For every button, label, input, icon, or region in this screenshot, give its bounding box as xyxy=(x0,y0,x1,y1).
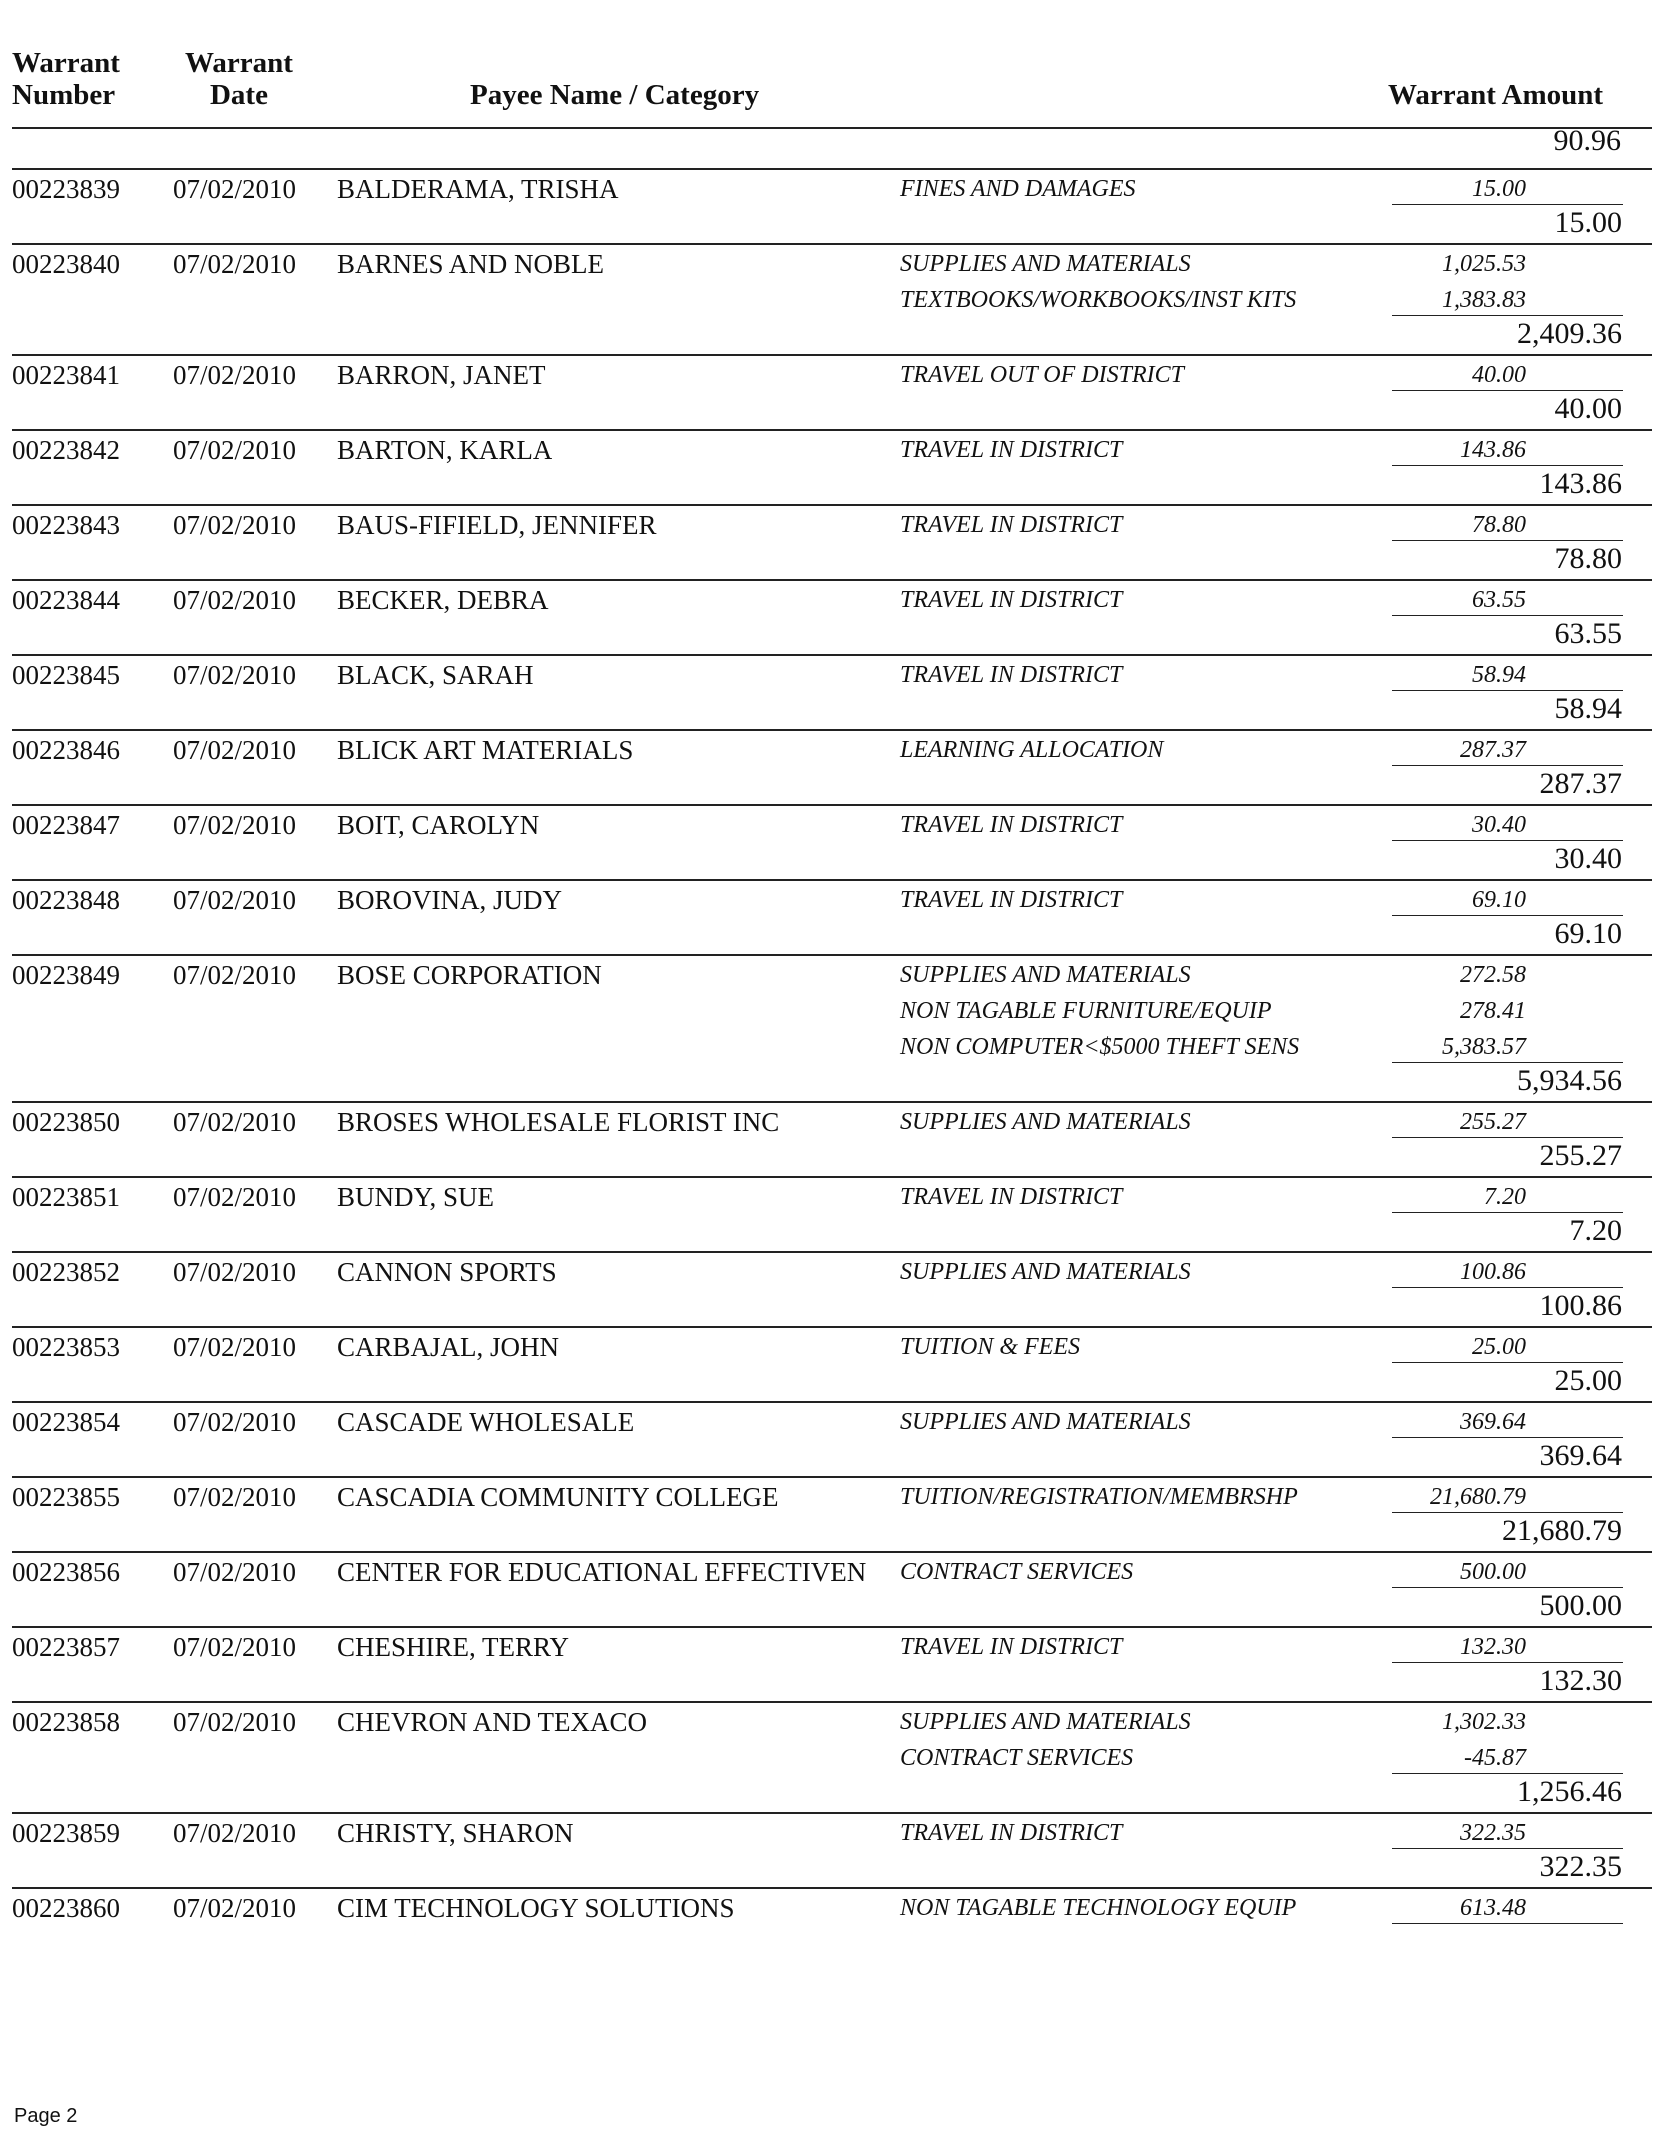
warrant-total: 78.80 xyxy=(1554,542,1622,575)
header-warrant-amount: Warrant Amount xyxy=(1388,79,1604,111)
category-label: FINES AND DAMAGES xyxy=(900,176,1136,202)
warrant-number: 00223849 xyxy=(12,960,120,990)
record-separator xyxy=(12,1401,1652,1403)
warrant-date: 07/02/2010 xyxy=(173,885,297,915)
category-amount: 500.00 xyxy=(1460,1559,1526,1585)
record-separator xyxy=(12,504,1652,506)
category-label: NON TAGABLE TECHNOLOGY EQUIP xyxy=(900,1895,1297,1921)
warrant-total: 40.00 xyxy=(1554,392,1622,425)
warrant-date: 07/02/2010 xyxy=(173,1707,297,1737)
category-label: NON COMPUTER<$5000 THEFT SENS xyxy=(900,1034,1300,1060)
warrant-date: 07/02/2010 xyxy=(173,435,297,465)
warrant-date: 07/02/2010 xyxy=(173,1332,297,1362)
category-label: SUPPLIES AND MATERIALS xyxy=(900,1259,1191,1285)
warrant-date: 07/02/2010 xyxy=(173,510,297,540)
category-label: TRAVEL IN DISTRICT xyxy=(900,887,1123,913)
record-separator xyxy=(12,804,1652,806)
header-payee-category: Payee Name / Category xyxy=(470,79,760,111)
warrant-total: 69.10 xyxy=(1554,917,1622,950)
warrant-total: 30.40 xyxy=(1554,842,1622,875)
category-amount: 100.86 xyxy=(1460,1259,1526,1285)
warrant-number: 00223844 xyxy=(12,585,120,615)
category-amount: 21,680.79 xyxy=(1430,1484,1526,1510)
category-label: LEARNING ALLOCATION xyxy=(900,737,1164,763)
warrant-number: 00223854 xyxy=(12,1407,120,1437)
payee-name: BARRON, JANET xyxy=(337,360,546,390)
warrant-total: 500.00 xyxy=(1539,1589,1622,1622)
warrant-date: 07/02/2010 xyxy=(173,1482,297,1512)
warrant-total: 322.35 xyxy=(1539,1850,1622,1883)
category-amount: 322.35 xyxy=(1460,1820,1526,1846)
warrant-date: 07/02/2010 xyxy=(173,1893,297,1923)
category-amount: 613.48 xyxy=(1460,1895,1526,1921)
category-amount: 1,302.33 xyxy=(1442,1709,1526,1735)
warrant-number: 00223850 xyxy=(12,1107,120,1137)
warrant-date: 07/02/2010 xyxy=(173,1257,297,1287)
payee-name: CARBAJAL, JOHN xyxy=(337,1332,560,1362)
header-warrant-number-line2: Number xyxy=(12,79,116,111)
warrant-number: 00223843 xyxy=(12,510,120,540)
carry-over-total: 90.96 xyxy=(1553,124,1621,157)
payee-name: BAUS-FIFIELD, JENNIFER xyxy=(337,510,657,540)
payee-name: BLICK ART MATERIALS xyxy=(337,735,634,765)
warrant-date: 07/02/2010 xyxy=(173,810,297,840)
payee-name: BALDERAMA, TRISHA xyxy=(337,174,619,204)
category-amount: 5,383.57 xyxy=(1442,1034,1526,1060)
warrant-number: 00223841 xyxy=(12,360,120,390)
record-separator xyxy=(12,1551,1652,1553)
warrant-number: 00223846 xyxy=(12,735,120,765)
warrant-number: 00223852 xyxy=(12,1257,120,1287)
payee-name: CHEVRON AND TEXACO xyxy=(337,1707,648,1737)
category-amount: 63.55 xyxy=(1472,587,1526,613)
warrant-total: 7.20 xyxy=(1569,1214,1622,1247)
header-warrant-number-line1: Warrant xyxy=(12,47,120,79)
warrant-total: 255.27 xyxy=(1539,1139,1622,1172)
payee-name: BOIT, CAROLYN xyxy=(337,810,540,840)
warrant-date: 07/02/2010 xyxy=(173,360,297,390)
record-separator xyxy=(12,1887,1652,1889)
record-separator xyxy=(12,579,1652,581)
warrant-total: 100.86 xyxy=(1539,1289,1622,1322)
record-separator xyxy=(12,1326,1652,1328)
record-separator xyxy=(12,729,1652,731)
category-amount: 78.80 xyxy=(1472,512,1526,538)
category-amount: 369.64 xyxy=(1460,1409,1526,1435)
category-label: TRAVEL IN DISTRICT xyxy=(900,587,1123,613)
category-label: SUPPLIES AND MATERIALS xyxy=(900,1109,1191,1135)
warrant-total: 143.86 xyxy=(1539,467,1622,500)
warrant-total: 15.00 xyxy=(1554,206,1622,239)
category-amount: 1,383.83 xyxy=(1442,287,1526,313)
warrant-date: 07/02/2010 xyxy=(173,960,297,990)
record-separator xyxy=(12,429,1652,431)
warrant-number: 00223859 xyxy=(12,1818,120,1848)
category-amount: 278.41 xyxy=(1460,998,1526,1024)
payee-name: BARTON, KARLA xyxy=(337,435,553,465)
category-label: CONTRACT SERVICES xyxy=(900,1559,1134,1585)
category-label: TRAVEL IN DISTRICT xyxy=(900,1184,1123,1210)
category-label: TRAVEL IN DISTRICT xyxy=(900,437,1123,463)
payee-name: BLACK, SARAH xyxy=(337,660,534,690)
category-label: TUITION/REGISTRATION/MEMBRSHP xyxy=(900,1484,1298,1510)
page-number: Page 2 xyxy=(14,2105,78,2127)
category-label: SUPPLIES AND MATERIALS xyxy=(900,962,1191,988)
warrant-number: 00223855 xyxy=(12,1482,120,1512)
payee-name: BUNDY, SUE xyxy=(337,1182,495,1212)
warrant-number: 00223842 xyxy=(12,435,120,465)
payee-name: BOSE CORPORATION xyxy=(337,960,602,990)
category-amount: 143.86 xyxy=(1460,437,1526,463)
category-amount: 69.10 xyxy=(1472,887,1526,913)
payee-name: BECKER, DEBRA xyxy=(337,585,549,615)
category-amount: 255.27 xyxy=(1460,1109,1526,1135)
warrant-number: 00223860 xyxy=(12,1893,120,1923)
category-label: TRAVEL IN DISTRICT xyxy=(900,812,1123,838)
warrant-date: 07/02/2010 xyxy=(173,660,297,690)
category-label: TEXTBOOKS/WORKBOOKS/INST KITS xyxy=(900,287,1297,313)
category-label: SUPPLIES AND MATERIALS xyxy=(900,1709,1191,1735)
record-separator xyxy=(12,1101,1652,1103)
record-separator xyxy=(12,243,1652,245)
record-separator xyxy=(12,954,1652,956)
warrant-total: 287.37 xyxy=(1539,767,1622,800)
category-label: TRAVEL OUT OF DISTRICT xyxy=(900,362,1184,388)
record-separator xyxy=(12,879,1652,881)
category-amount: 30.40 xyxy=(1472,812,1526,838)
warrant-number: 00223858 xyxy=(12,1707,120,1737)
warrant-date: 07/02/2010 xyxy=(173,1407,297,1437)
category-label: TUITION & FEES xyxy=(900,1334,1080,1360)
category-label: TRAVEL IN DISTRICT xyxy=(900,1820,1123,1846)
warrant-total: 2,409.36 xyxy=(1517,317,1622,350)
category-label: TRAVEL IN DISTRICT xyxy=(900,662,1123,688)
payee-name: CHRISTY, SHARON xyxy=(337,1818,574,1848)
category-amount: 7.20 xyxy=(1484,1184,1526,1210)
category-amount: 15.00 xyxy=(1472,176,1526,202)
warrant-total: 369.64 xyxy=(1539,1439,1622,1472)
record-separator xyxy=(12,1251,1652,1253)
payee-name: CENTER FOR EDUCATIONAL EFFECTIVEN xyxy=(337,1557,867,1587)
warrant-number: 00223853 xyxy=(12,1332,120,1362)
header-warrant-date-line1: Warrant xyxy=(185,47,293,79)
warrant-total: 63.55 xyxy=(1554,617,1622,650)
payee-name: BROSES WHOLESALE FLORIST INC xyxy=(337,1107,780,1137)
category-amount: 58.94 xyxy=(1472,662,1526,688)
payee-name: CANNON SPORTS xyxy=(337,1257,557,1287)
payee-name: CASCADIA COMMUNITY COLLEGE xyxy=(337,1482,779,1512)
payee-name: CHESHIRE, TERRY xyxy=(337,1632,570,1662)
warrant-date: 07/02/2010 xyxy=(173,174,297,204)
category-amount: 25.00 xyxy=(1472,1334,1526,1360)
warrant-total: 132.30 xyxy=(1539,1664,1622,1697)
warrant-total: 21,680.79 xyxy=(1502,1514,1622,1547)
category-amount: -45.87 xyxy=(1464,1745,1526,1771)
category-amount: 1,025.53 xyxy=(1442,251,1526,277)
category-label: CONTRACT SERVICES xyxy=(900,1745,1134,1771)
warrant-number: 00223839 xyxy=(12,174,120,204)
category-label: TRAVEL IN DISTRICT xyxy=(900,512,1123,538)
warrant-number: 00223851 xyxy=(12,1182,120,1212)
warrant-total: 25.00 xyxy=(1554,1364,1622,1397)
record-separator xyxy=(12,354,1652,356)
category-label: NON TAGABLE FURNITURE/EQUIP xyxy=(900,998,1272,1024)
warrant-total: 5,934.56 xyxy=(1517,1064,1622,1097)
category-label: SUPPLIES AND MATERIALS xyxy=(900,1409,1191,1435)
warrant-total: 58.94 xyxy=(1554,692,1622,725)
header-warrant-number xyxy=(12,47,120,111)
amount-underline xyxy=(1392,1923,1623,1924)
category-label: SUPPLIES AND MATERIALS xyxy=(900,251,1191,277)
warrant-number: 00223857 xyxy=(12,1632,120,1662)
warrant-number: 00223848 xyxy=(12,885,120,915)
category-amount: 272.58 xyxy=(1460,962,1526,988)
record-separator xyxy=(12,1176,1652,1178)
record-separator xyxy=(12,654,1652,656)
warrant-date: 07/02/2010 xyxy=(173,1632,297,1662)
record-separator xyxy=(12,168,1652,170)
warrant-number: 00223847 xyxy=(12,810,120,840)
warrant-number: 00223840 xyxy=(12,249,120,279)
payee-name: BOROVINA, JUDY xyxy=(337,885,563,915)
warrant-date: 07/02/2010 xyxy=(173,735,297,765)
category-amount: 287.37 xyxy=(1460,737,1526,763)
warrant-number: 00223845 xyxy=(12,660,120,690)
header-warrant-date-line2: Date xyxy=(209,79,268,111)
category-label: TRAVEL IN DISTRICT xyxy=(900,1634,1123,1660)
payee-name: CIM TECHNOLOGY SOLUTIONS xyxy=(337,1893,735,1923)
category-amount: 132.30 xyxy=(1460,1634,1526,1660)
warrant-date: 07/02/2010 xyxy=(173,1107,297,1137)
record-separator xyxy=(12,1626,1652,1628)
record-separator xyxy=(12,1812,1652,1814)
warrant-date: 07/02/2010 xyxy=(173,1818,297,1848)
warrant-date: 07/02/2010 xyxy=(173,249,297,279)
warrant-date: 07/02/2010 xyxy=(173,1182,297,1212)
warrant-total: 1,256.46 xyxy=(1517,1775,1622,1808)
payee-name: BARNES AND NOBLE xyxy=(337,249,605,279)
header-rule xyxy=(12,127,1652,129)
header-warrant-date xyxy=(185,47,293,111)
category-amount: 40.00 xyxy=(1472,362,1526,388)
payee-name: CASCADE WHOLESALE xyxy=(337,1407,635,1437)
warrant-date: 07/02/2010 xyxy=(173,585,297,615)
warrant-number: 00223856 xyxy=(12,1557,120,1587)
record-separator xyxy=(12,1701,1652,1703)
warrant-date: 07/02/2010 xyxy=(173,1557,297,1587)
record-separator xyxy=(12,1476,1652,1478)
